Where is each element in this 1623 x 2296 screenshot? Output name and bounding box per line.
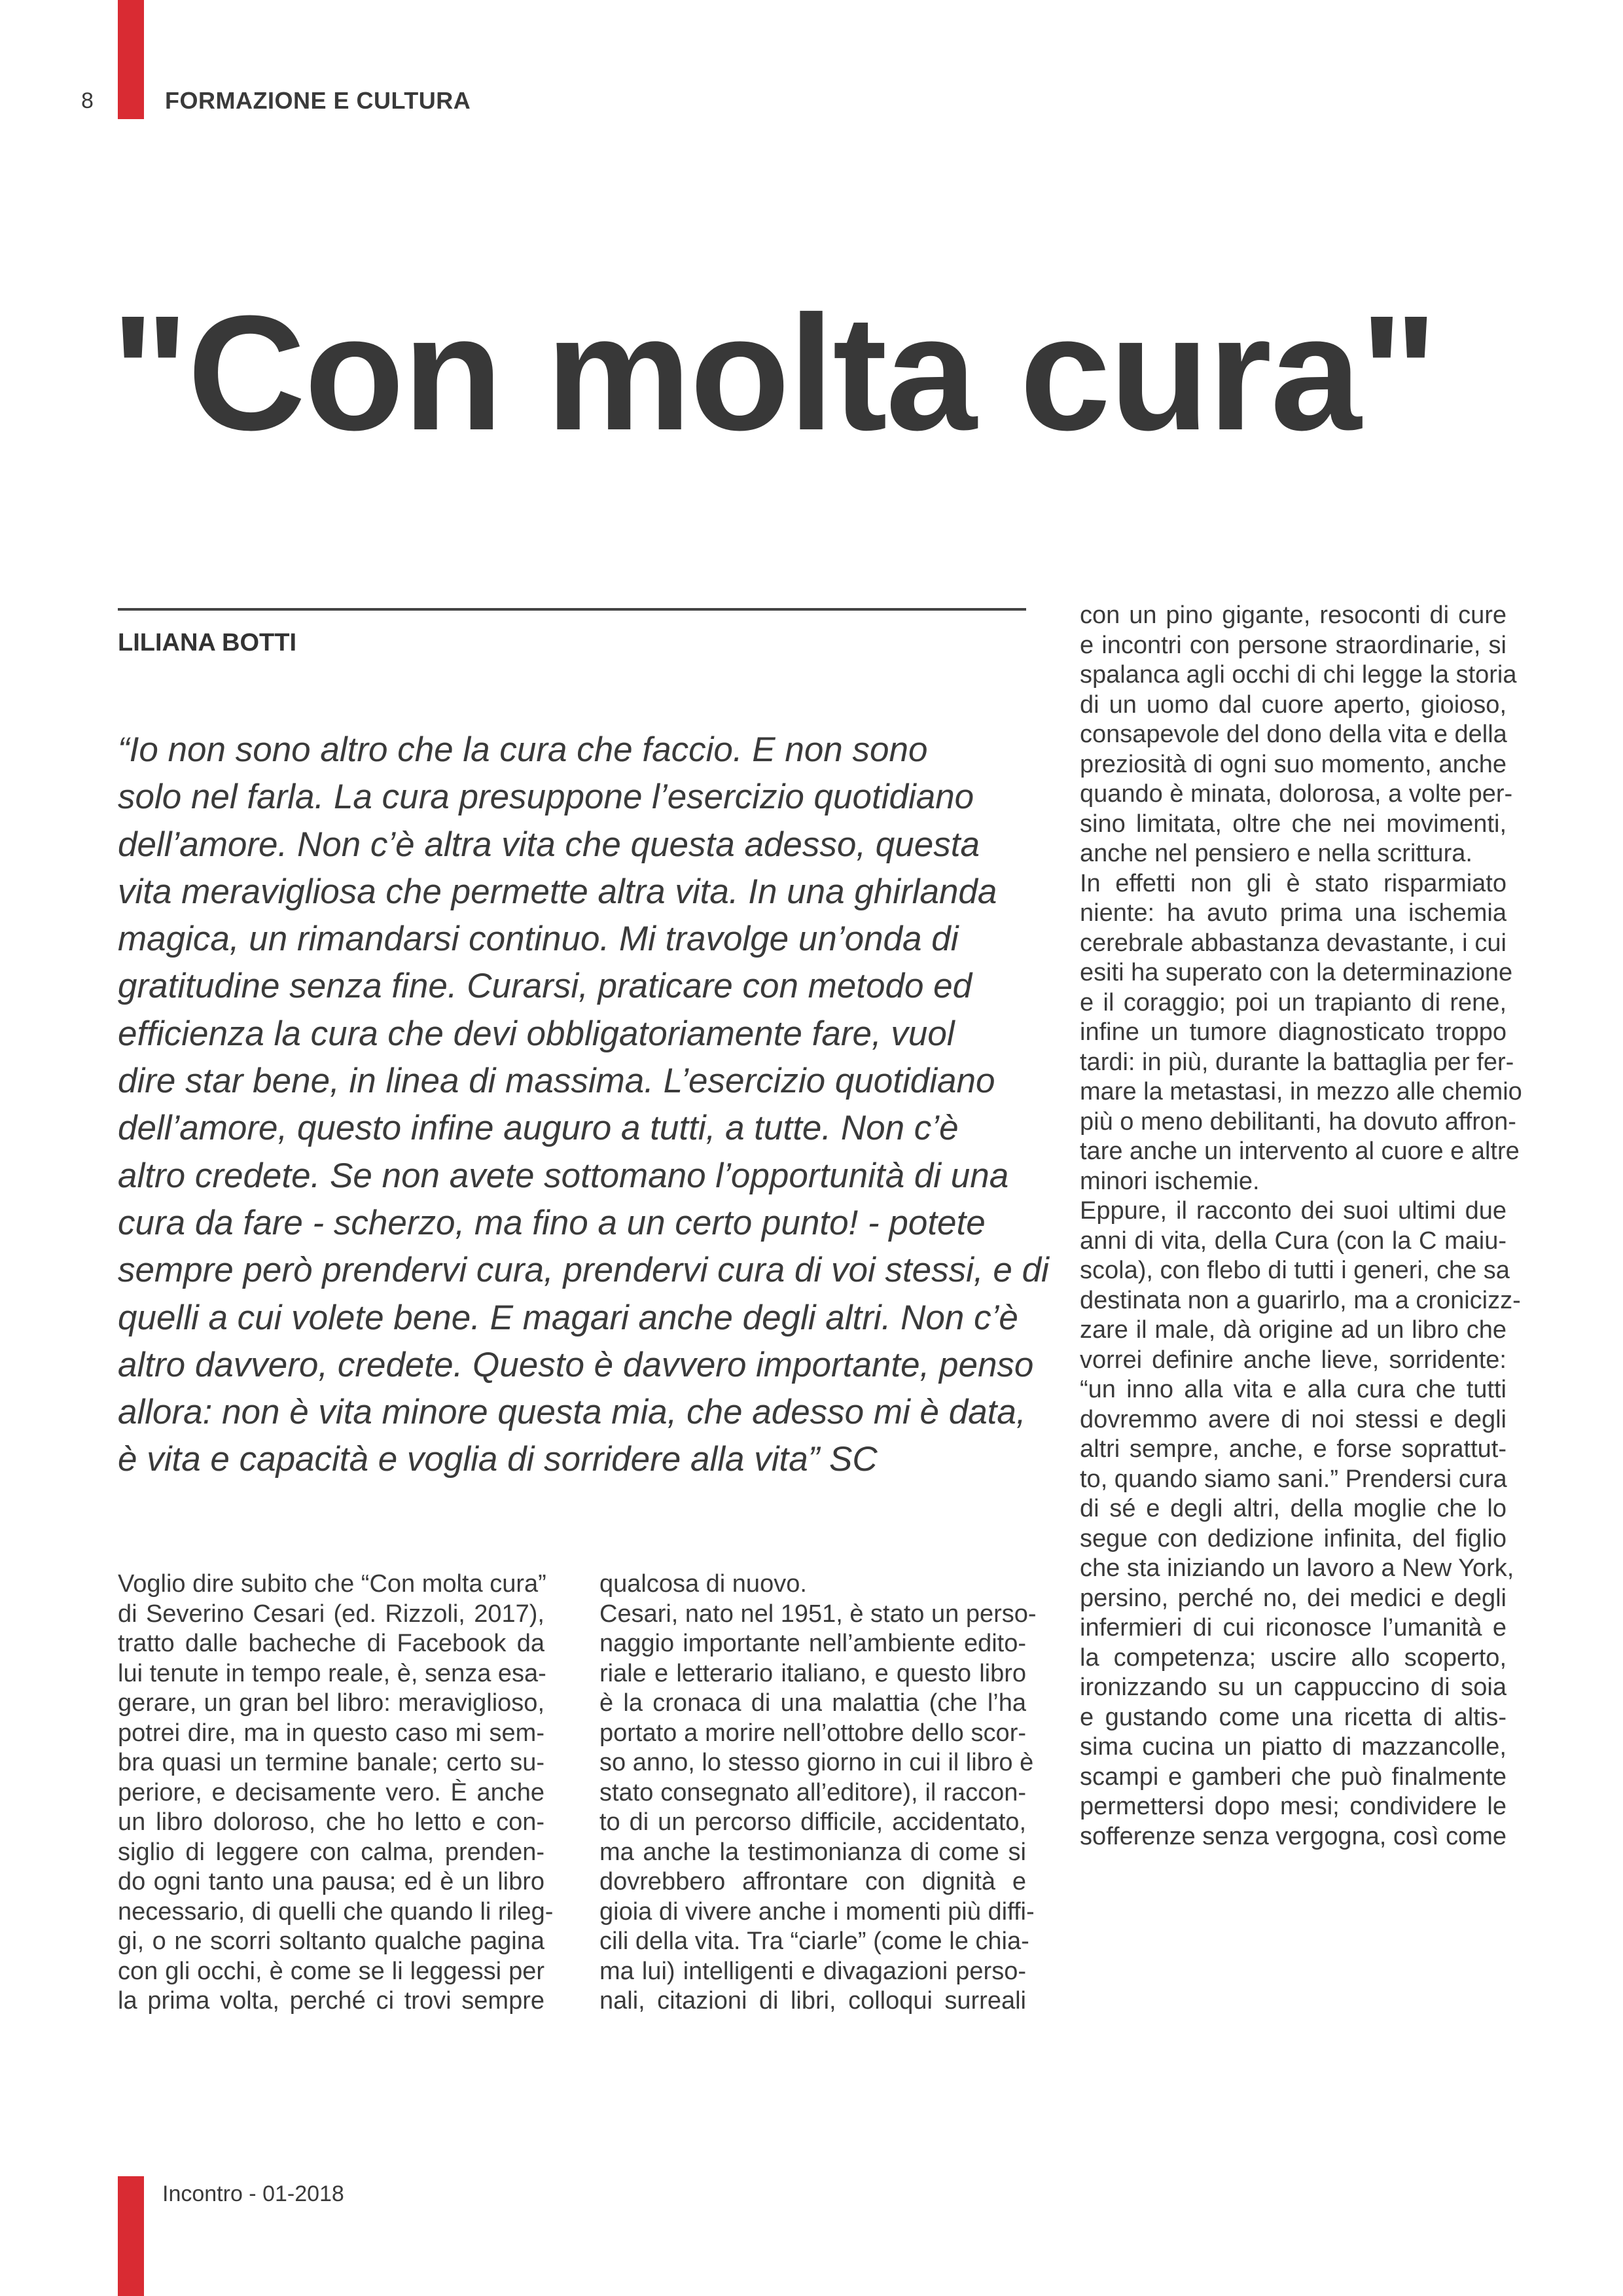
text-line: scampi e gamberi che può finalmente xyxy=(1080,1763,1507,1791)
text-line: niente: ha avuto prima una ischemia xyxy=(1080,899,1507,927)
text-line: la prima volta, perché ci trovi sempre xyxy=(118,1987,544,2015)
text-line: infermieri di cui riconosce l’umanità e xyxy=(1080,1614,1507,1641)
text-line: anni di vita, della Cura (con la C maiu- xyxy=(1080,1227,1507,1255)
text-line: cili della vita. Tra “ciarle” (come le chia- xyxy=(599,1928,1029,1955)
quote-line: sempre però prendervi cura, prendervi cura di voi stessi, e di xyxy=(118,1251,1049,1290)
author-name: LILIANA BOTTI xyxy=(118,629,296,656)
text-line: quando è minata, dolorosa, a volte per- xyxy=(1080,780,1513,808)
text-line: ma anche la testimonianza di come si xyxy=(599,1838,1026,1866)
text-line: tardi: in più, durante la battaglia per fer- xyxy=(1080,1048,1514,1076)
quote-line: dire star bene, in linea di massima. L’esercizio quotidiano xyxy=(118,1062,995,1101)
text-line: gerare, un gran bel libro: meraviglioso, xyxy=(118,1689,544,1717)
quote-line: cura da fare - scherzo, ma fino a un certo punto! - potete xyxy=(118,1203,986,1242)
body-column-2 xyxy=(599,1570,1037,2017)
text-line: destinata non a guarirlo, ma a cronicizz- xyxy=(1080,1286,1521,1314)
quote-line: allora: non è vita minore questa mia, che adesso mi è data, xyxy=(118,1393,1026,1432)
text-line: più o meno debilitanti, ha dovuto affron- xyxy=(1080,1107,1516,1136)
text-line: bra quasi un termine banale; certo su- xyxy=(118,1749,544,1776)
text-line: to di un percorso difficile, accidentato, xyxy=(599,1808,1026,1836)
text-line: sino limitata, oltre che nei movimenti, xyxy=(1080,810,1507,838)
text-line: tratto dalle bacheche di Facebook da xyxy=(118,1630,544,1657)
divider xyxy=(118,608,1026,611)
text-line: Eppure, il racconto dei suoi ultimi due xyxy=(1080,1197,1507,1225)
issue-label: Incontro - 01-2018 xyxy=(162,2181,344,2206)
text-line: stato consegnato all’editore), il raccon- xyxy=(599,1778,1026,1806)
text-line: do ogni tanto una pausa; ed è un libro xyxy=(118,1868,544,1895)
text-line: to, quando siamo sani.” Prendersi cura xyxy=(1080,1465,1507,1493)
text-line: siglio di leggere con calma, prenden- xyxy=(118,1838,544,1866)
text-line: vorrei definire anche lieve, sorridente: xyxy=(1080,1346,1507,1374)
text-line: ironizzando su un cappuccino di soia xyxy=(1080,1674,1507,1701)
text-line: Voglio dire subito che “Con molta cura” xyxy=(118,1570,546,1598)
text-line: minori ischemie. xyxy=(1080,1167,1260,1195)
text-line: permettersi dopo mesi; condividere le xyxy=(1080,1793,1507,1820)
pull-quote xyxy=(118,726,1049,1484)
text-line: preziosità di ogni suo momento, anche xyxy=(1080,750,1507,778)
text-line: è la cronaca di una malattia (che l’ha xyxy=(599,1689,1026,1717)
text-line: con un pino gigante, resoconti di cure xyxy=(1080,601,1507,629)
text-line: zare il male, dà origine ad un libro che xyxy=(1080,1316,1507,1344)
text-line: naggio importante nell’ambiente edito- xyxy=(599,1630,1026,1657)
text-line: potrei dire, ma in questo caso mi sem- xyxy=(118,1719,544,1747)
text-line: sima cucina un piatto di mazzancolle, xyxy=(1080,1733,1507,1761)
page-number: 8 xyxy=(81,88,94,113)
text-line: persino, perché no, dei medici e degli xyxy=(1080,1584,1507,1612)
text-line: spalanca agli occhi di chi legge la storia xyxy=(1080,661,1517,689)
text-line: con gli occhi, è come se li leggessi per xyxy=(118,1957,544,1985)
quote-line: magica, un rimandarsi continuo. Mi travolge un’onda di xyxy=(118,920,959,959)
text-line: nali, citazioni di libri, colloqui surreali xyxy=(599,1987,1026,2015)
quote-line: altro davvero, credete. Questo è davvero importante, penso xyxy=(118,1345,1034,1384)
text-line: infine un tumore diagnosticato troppo xyxy=(1080,1018,1507,1046)
text-line: consapevole del dono della vita e della xyxy=(1080,721,1507,748)
text-line: lui tenute in tempo reale, è, senza esa- xyxy=(118,1659,546,1687)
text-line: Cesari, nato nel 1951, è stato un perso- xyxy=(599,1600,1037,1628)
text-line: scola), con flebo di tutti i generi, che sa xyxy=(1080,1257,1510,1284)
quote-line: è vita e capacità e voglia di sorridere alla vita” SC xyxy=(118,1440,878,1479)
body-column-3 xyxy=(1080,601,1522,1852)
text-line: e incontri con persone straordinarie, si xyxy=(1080,631,1507,659)
text-line: tare anche un intervento al cuore e altre xyxy=(1080,1138,1520,1165)
text-line: di Severino Cesari (ed. Rizzoli, 2017), xyxy=(118,1600,544,1628)
text-line: necessario, di quelli che quando li rileg- xyxy=(118,1897,554,1926)
text-line: so anno, lo stesso giorno in cui il libro è xyxy=(599,1749,1034,1776)
text-line: In effetti non gli è stato risparmiato xyxy=(1080,869,1507,897)
text-line: la competenza; uscire allo scoperto, xyxy=(1080,1643,1507,1672)
text-line: un libro doloroso, che ho letto e con- xyxy=(118,1808,544,1836)
text-line: altri sempre, anche, e forse soprattut- xyxy=(1080,1435,1507,1463)
quote-line: “Io non sono altro che la cura che faccio. E non sono xyxy=(118,730,928,769)
text-line: anche nel pensiero e nella scrittura. xyxy=(1080,840,1472,867)
text-line: e il coraggio; poi un trapianto di rene, xyxy=(1080,988,1507,1016)
text-line: dovrebbero affrontare con dignità e xyxy=(599,1868,1026,1895)
quote-line: altro credete. Se non avete sottomano l’opportunità di una xyxy=(118,1156,1009,1195)
text-line: gi, o ne scorri soltanto qualche pagina xyxy=(118,1928,544,1955)
text-line: dovremmo avere di noi stessi e degli xyxy=(1080,1405,1507,1433)
text-line: “un inno alla vita e alla cura che tutti xyxy=(1080,1376,1507,1403)
text-line: cerebrale abbastanza devastante, i cui xyxy=(1080,929,1507,957)
text-line: e gustando come una ricetta di altis- xyxy=(1080,1703,1507,1731)
text-line: esiti ha superato con la determinazione xyxy=(1080,959,1513,986)
text-line: portato a morire nell’ottobre dello scor- xyxy=(599,1719,1026,1747)
quote-line: efficienza la cura che devi obbligatoriamente fare, vuol xyxy=(118,1014,955,1053)
text-line: di un uomo dal cuore aperto, gioioso, xyxy=(1080,691,1507,719)
quote-line: dell’amore, questo infine auguro a tutti, a tutte. Non c’è xyxy=(118,1109,959,1148)
footer-accent-bar xyxy=(118,2176,144,2296)
text-line: riale e letterario italiano, e questo libro xyxy=(599,1659,1026,1687)
text-line: di sé e degli altri, della moglie che lo xyxy=(1080,1495,1507,1522)
quote-line: gratitudine senza fine. Curarsi, praticare con metodo ed xyxy=(118,967,972,1006)
text-line: periore, e decisamente vero. È anche xyxy=(118,1778,544,1806)
text-line: ma lui) intelligenti e divagazioni perso- xyxy=(599,1957,1026,1985)
header-accent-bar xyxy=(118,0,144,119)
quote-line: solo nel farla. La cura presuppone l’esercizio quotidiano xyxy=(118,778,974,817)
quote-line: vita meravigliosa che permette altra vita. In una ghirlanda xyxy=(118,872,997,911)
section-title: FORMAZIONE E CULTURA xyxy=(165,87,471,114)
text-line: segue con dedizione infinita, del figlio xyxy=(1080,1524,1507,1552)
text-line: che sta iniziando un lavoro a New York, xyxy=(1080,1554,1514,1582)
text-line: mare la metastasi, in mezzo alle chemio xyxy=(1080,1078,1522,1105)
text-line: gioia di vivere anche i momenti più diffi- xyxy=(599,1897,1035,1926)
article-title: "Con molta cura" xyxy=(111,281,1436,464)
body-column-1 xyxy=(118,1570,554,2017)
quote-line: quelli a cui volete bene. E magari anche degli altri. Non c’è xyxy=(118,1298,1018,1337)
text-line: sofferenze senza vergogna, così come xyxy=(1080,1822,1507,1850)
quote-line: dell’amore. Non c’è altra vita che questa adesso, questa xyxy=(118,825,980,864)
text-line: qualcosa di nuovo. xyxy=(599,1570,807,1598)
